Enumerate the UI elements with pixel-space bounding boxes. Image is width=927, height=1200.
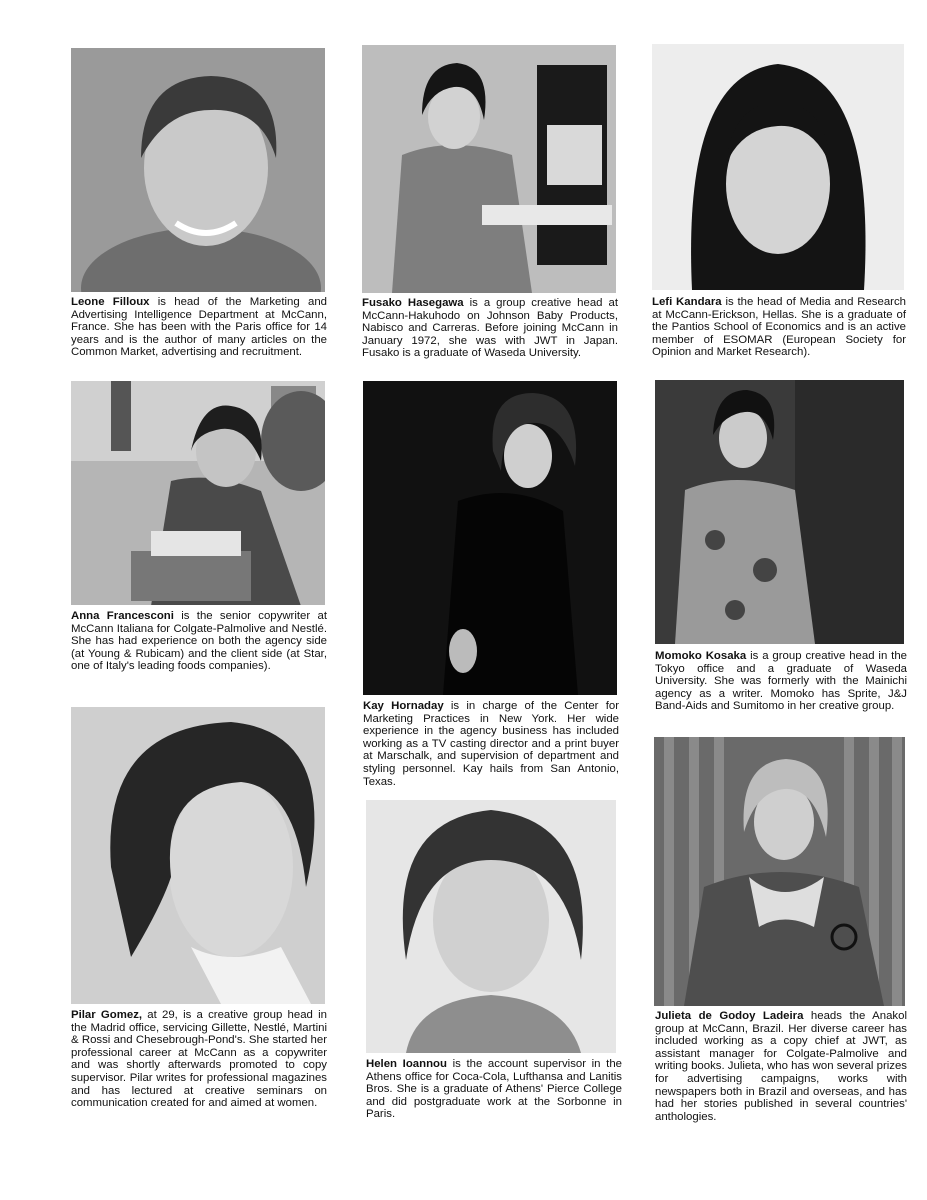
name-leone-filloux: Leone Filloux [71,296,150,308]
photo-fusako-hasegawa [362,45,616,293]
photo-pilar-gomez [71,707,325,1004]
bio-text: is a group creative head in the Tokyo office and a graduate of Waseda University. She was formerly with the Mainichi agency as a writer. Momoko has Sprite, J&J Band-Aids and Sumitomo in her creative group. [655,650,907,713]
photo-anna-francesconi [71,381,325,605]
photo-julieta-de-godoy-ladeira [654,737,905,1006]
photo-lefi-kandara [652,44,904,290]
name-helen-ioannou: Helen Ioannou [366,1058,447,1070]
name-fusako-hasegawa: Fusako Hasegawa [362,297,464,309]
name-pilar-gomez: Pilar Gomez, [71,1009,143,1021]
bio-text: heads the Anakol group at McCann, Brazil. Her diverse career has included working as a copy chief at JWT, as assistant manager for Colgate-Palmolive and writing books. Julieta, who has won several prizes for advertising campaigns, works with newspapers both in Brazil and overseas, and has had her stories published in several countries' anthologies. [655,1010,907,1123]
bio-text: is the head of Media and Research at McCann-Erickson, Hellas. She is a graduate of the Pantios School of Economics and is an active member of ESOMAR (European Society for Opinion and Market Research). [652,296,906,359]
bio-leone-filloux [71,296,327,359]
bio-julieta-de-godoy-ladeira [655,1010,907,1123]
bio-kay-hornaday [363,700,619,788]
name-anna-francesconi: Anna Francesconi [71,610,174,622]
name-julieta-de-godoy-ladeira: Julieta de Godoy Ladeira [655,1010,804,1022]
bio-fusako-hasegawa [362,297,618,360]
name-kay-hornaday: Kay Hornaday [363,700,444,712]
name-momoko-kosaka: Momoko Kosaka [655,650,747,662]
bio-anna-francesconi [71,610,327,673]
bio-momoko-kosaka [655,650,907,713]
photo-helen-ioannou [366,800,616,1053]
bio-text: at 29, is a creative group head in the Madrid office, servicing Gillette, Nestlé, Martini & Rossi and Chesebrough-Pond's. She started her professional career at McCann as a copywriter and was shortly afterwards promoted to copy supervisor. Pilar writes for professional magazines and has lectured at creative seminars on communication created for and aimed at women. [71,1009,327,1110]
name-lefi-kandara: Lefi Kandara [652,296,722,308]
bio-helen-ioannou [366,1058,622,1121]
bio-text: is a group creative head at McCann-Hakuhodo on Johnson Baby Products, Nabisco and Carreras. Before joining McCann in January 1972, she was with JWT in Japan. Fusako is a graduate of Waseda University. [362,297,619,360]
photo-leone-filloux [71,48,325,292]
bio-text: is head of the Marketing and Advertising Intelligence Department at McCann, France. She has been with the Paris office for 14 years and is the author of many articles on the Common Market, advertising and recruitment. [71,296,327,359]
photo-momoko-kosaka [655,380,904,644]
bio-pilar-gomez [71,1009,327,1110]
bio-text: is the account supervisor in the Athens office for Coca-Cola, Lufthansa and Lanitis Bros. She is a graduate of Athens' Pierce College and did postgraduate work at the Sorbonne in Paris. [366,1058,622,1121]
bio-lefi-kandara [652,296,906,359]
bio-text: is in charge of the Center for Marketing Practices in New York. Her wide experience in the agency business has included working as a TV casting director and a print buyer at Marschalk, and supervision of department and styling personnel. Kay hails from San Antonio, Texas. [363,700,619,788]
photo-kay-hornaday [363,381,617,695]
bio-text: is the senior copywriter at McCann Italiana for Colgate-Palmolive and Nestlé. She has had experience on both the agency side (at Young & Rubicam) and the client side (at Star, one of Italy's leading foods companies). [71,610,327,673]
